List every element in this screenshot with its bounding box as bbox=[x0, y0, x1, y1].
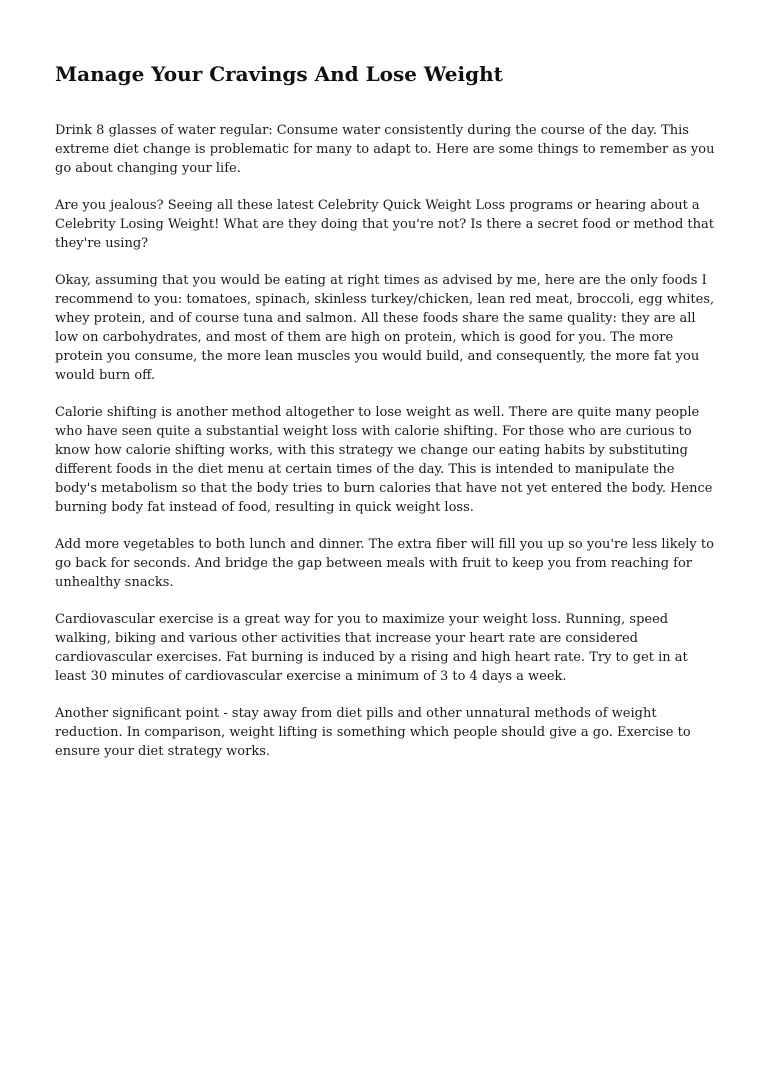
paragraph-diet-pills: Another significant point - stay away from diet pills and other unnatural methods of weight reduction. In comparison, weight lifting is something which people should give a go. Exercise to ensure your diet strategy works. bbox=[55, 706, 691, 759]
paragraph-water: Drink 8 glasses of water regular: Consume water consistently during the course of the day. This extreme diet change is problematic for many to adapt to. Here are some things to remember as you go about changing your life. bbox=[55, 123, 715, 176]
document-title: Manage Your Cravings And Lose Weight bbox=[55, 62, 503, 86]
paragraph-jealous: Are you jealous? Seeing all these latest Celebrity Quick Weight Loss programs or hearing about a Celebrity Losing Weight! What are they doing that you're not? Is there a secret food or method that they're using? bbox=[55, 198, 714, 251]
paragraph-cardio: Cardiovascular exercise is a great way for you to maximize your weight loss. Running, speed walking, biking and various other activities that increase your heart rate are considered cardiovascular exercises. Fat burning is induced by a rising and high heart rate. Try to get in at least 30 minutes of cardiovascular exercise a minimum of 3 to 4 days a week. bbox=[55, 612, 688, 684]
paragraph-vegetables: Add more vegetables to both lunch and dinner. The extra fiber will fill you up so you're less likely to go back for seconds. And bridge the gap between meals with fruit to keep you from reaching for unhealthy snacks. bbox=[55, 537, 714, 590]
document-body bbox=[55, 121, 718, 779]
paragraph-calorie-shifting: Calorie shifting is another method altogether to lose weight as well. There are quite many people who have seen quite a substantial weight loss with calorie shifting. For those who are curious to know how calorie shifting works, with this strategy we change our eating habits by substituting different foods in the diet menu at certain times of the day. This is intended to manipulate the body's metabolism so that the body tries to burn calories that have not yet entered the body. Hence burning body fat instead of food, resulting in quick weight loss. bbox=[55, 405, 713, 515]
paragraph-foods: Okay, assuming that you would be eating at right times as advised by me, here are the only foods I recommend to you: tomatoes, spinach, skinless turkey/chicken, lean red meat, broccoli, egg whites, whey protein, and of course tuna and salmon. All these foods share the same quality: they are all low on carbohydrates, and most of them are high on protein, which is good for you. The more protein you consume, the more lean muscles you would build, and consequently, the more fat you would burn off. bbox=[55, 273, 715, 383]
